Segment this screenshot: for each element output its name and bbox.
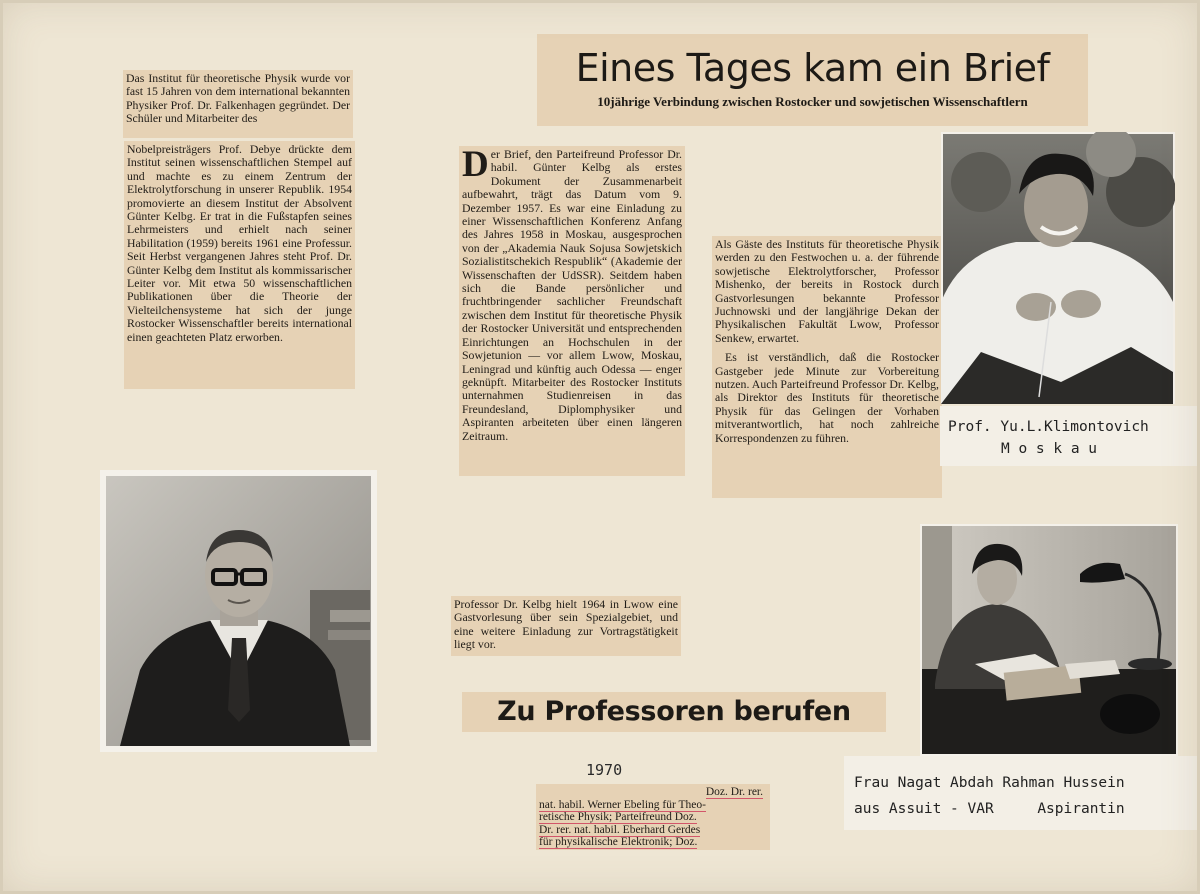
- article-left-part2: [124, 141, 355, 389]
- article-bottom: [536, 784, 770, 850]
- photo-woman-reading-image: [920, 524, 1178, 756]
- article-bottom-line4-text: Dr. rer. nat. habil. Eberhard Gerdes: [539, 823, 701, 836]
- article-left-text-1: Das Institut für theoretische Physik wurde vor fast 15 Jahren von dem international bekannten Physiker Prof. Dr. Falkenhagen gegründet. Der Schüler und Mitarbeiter des: [126, 71, 350, 126]
- caption-hussein-line1: Frau Nagat Abdah Rahman Hussein: [854, 775, 1125, 791]
- headline-clipping: [537, 34, 1088, 126]
- article-left-part1: [123, 70, 353, 138]
- article-small-text: [454, 598, 678, 652]
- article-bottom-line1: [539, 786, 763, 799]
- photo-woman-reading: [920, 524, 1178, 756]
- caption-klimontovich-line2: M o s k a u: [1001, 441, 1098, 457]
- photo-klimontovich: [941, 132, 1175, 404]
- article-left-text-2: Nobelpreisträgers Prof. Debye drückte dem Institut seinen wissenschaftlichen Stempel auf und machte es zu einem Zentrum der Elektrolytforschung in unserer Republik. 1954 promovierte an diesem Institut der Absolvent Günter Kelbg. Er trat in die Fußstapfen seines Lehrmeisters und erhielt nach seiner Habilitation (1959) bereits 1961 eine Professur. Seit Herbst vergangenen Jahres steht Prof. Dr. Günter Kelbg dem Institut als kommissarischer Leiter vor. Mit etwa 50 wissenschaftlichen Publikationen über die Theorie der Vielteilchensysteme hat sich der junge Rostocker Wissenschaftler bereits international einen geachteten Platz erworben.: [127, 142, 352, 344]
- article-middle-text: [462, 148, 682, 443]
- article-right: [712, 236, 942, 498]
- photo-klimontovich-image: [941, 132, 1175, 404]
- article-bottom-line3-text: retische Physik; Parteifreund Doz.: [539, 811, 697, 824]
- article-bottom-line3: [539, 811, 767, 824]
- article-small: [451, 596, 681, 656]
- heading-professoren-berufen: Zu Professoren berufen: [462, 692, 886, 732]
- article-right-para2: Es ist verständlich, daß die Rostocker Gastgeber jede Minute zur Vorbereitung nutzen. Auch Parteifreund Professor Dr. Kelbg, als Direktor des Instituts für theoretische Physik für das Gelingen der Vorhaben mitverantwortlich, hat noch zahlreiche Korrespondenzen zu führen.: [715, 350, 939, 445]
- headline-title: Eines Tages kam ein Brief: [575, 46, 1050, 90]
- article-bottom-line1-text: Doz. Dr. rer.: [705, 786, 763, 798]
- article-bottom-line2-text: nat. habil. Werner Ebeling für Theo-: [539, 798, 706, 811]
- article-bottom-line5: [539, 836, 767, 849]
- caption-klimontovich: [940, 406, 1198, 466]
- article-small-body: Dr. Kelbg hielt 1964 in Lwow eine Gastvorlesung über sein Spezialgebiet, und eine weitere Einladung zur Vortragstätigkeit liegt vor.: [454, 597, 678, 652]
- dropcap: D: [462, 146, 489, 185]
- year-label: 1970: [586, 761, 623, 779]
- headline-subtitle: 10jährige Verbindung zwischen Rostocker und sowjetischen Wissenschaftlern: [597, 94, 1028, 109]
- caption-hussein-line2: aus Assuit - VAR Aspirantin: [854, 801, 1125, 817]
- photo-man-glasses: [100, 470, 377, 752]
- article-middle-body: er Brief, den Parteifreund Professor Dr. habil. Günter Kelbg als erstes Dokument der Zusammenarbeit aufbewahrt, trägt das Datum vom 9. Dezember 1957. Es war eine Einladung zu einer Wissenschaftlichen Konferenz Anfang des Jahres 1958 in Moskau, ausgesprochen von der „Akademia Nauk Sojusa Sowjetskich Sozialistitschekich Respublik“ (Akademie der Wissenschaften der UdSSR). Seitdem haben sich die Bande persönlicher und fruchtbringender sachlicher Freundschaft zwischen dem Institut für theoretische Physik der Rostocker Universität und entsprechenden Einrichtungen an Hochschulen in der Sowjetunion — vor allem Lwow, Moskau, Leningrad und künftig auch Odessa — enger geknüpft. Mitarbeiter des Rostocker Instituts unternahmen Studienreisen in das Freundesland, Diplomphysiker und Aspiranten arbeiteten über einen längeren Zeitraum.: [462, 147, 682, 443]
- photo-man-glasses-image: [100, 470, 377, 752]
- article-middle: [459, 146, 685, 476]
- article-bottom-line5-text: für physikalische Elektronik; Doz.: [539, 836, 698, 849]
- article-bottom-line2: [539, 799, 767, 812]
- article-small-label: Professor: [454, 597, 499, 611]
- caption-klimontovich-line1: Prof. Yu.L.Klimontovich: [948, 419, 1149, 435]
- article-right-para1: Als Gäste des Instituts für theoretische Physik werden zu den Festwochen u. a. der führende sowjetische Elektrolytforscher, Professor Mishenko, der bereits in Rostock durch Gastvorlesungen bekannte Professor Juchnowski und der langjährige Dekan der Physikalischen Fakultät Lwow, Professor Senkew, erwartet.: [715, 237, 939, 345]
- article-bottom-line4: [539, 824, 767, 837]
- caption-hussein: [844, 756, 1200, 830]
